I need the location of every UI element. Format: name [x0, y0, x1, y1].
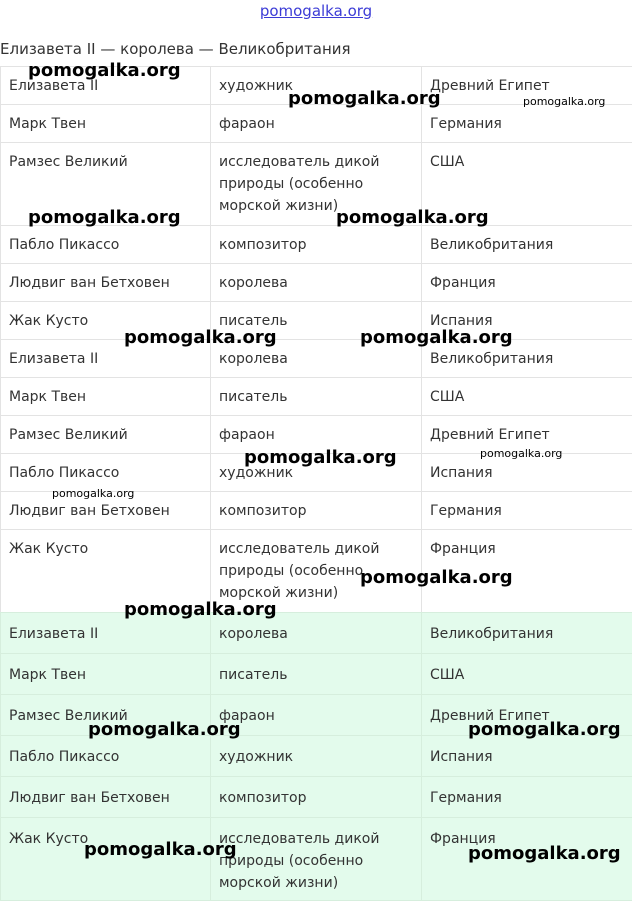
watermark: pomogalka.org: [124, 599, 277, 620]
person-cell: Марк Твен: [1, 378, 211, 416]
matching-table-unsorted: [0, 66, 632, 613]
table-row: [1, 736, 632, 777]
country-cell: Германия: [422, 777, 632, 818]
table-row: [1, 302, 632, 340]
role-cell: композитор: [211, 226, 422, 264]
role-cell: королева: [211, 340, 422, 378]
person-cell: Марк Твен: [1, 654, 211, 695]
country-cell: Испания: [422, 454, 632, 492]
watermark: pomogalka.org: [523, 95, 606, 108]
table-row: [1, 264, 632, 302]
table-row: [1, 226, 632, 264]
country-cell: Великобритания: [422, 226, 632, 264]
person-cell: Рамзес Великий: [1, 143, 211, 226]
watermark: pomogalka.org: [468, 719, 621, 740]
person-cell: Елизавета II: [1, 613, 211, 654]
country-cell: Франция: [422, 818, 632, 901]
person-cell: Жак Кусто: [1, 302, 211, 340]
person-cell: Рамзес Великий: [1, 695, 211, 736]
watermark: pomogalka.org: [124, 327, 277, 348]
role-cell: фараон: [211, 416, 422, 454]
watermark: pomogalka.org: [84, 839, 237, 860]
role-cell: королева: [211, 613, 422, 654]
watermark: pomogalka.org: [360, 327, 513, 348]
watermark: pomogalka.org: [28, 207, 181, 228]
role-cell: художник: [211, 454, 422, 492]
person-cell: Елизавета II: [1, 340, 211, 378]
person-cell: Людвиг ван Бетховен: [1, 492, 211, 530]
role-cell: художник: [211, 736, 422, 777]
person-cell: Жак Кусто: [1, 818, 211, 901]
country-cell: Великобритания: [422, 340, 632, 378]
table-row: [1, 613, 632, 654]
table-row: [1, 530, 632, 613]
role-cell: композитор: [211, 492, 422, 530]
country-cell: Древний Египет: [422, 416, 632, 454]
page-heading: Елизавета II — королева — Великобритания: [0, 40, 351, 58]
country-cell: США: [422, 378, 632, 416]
person-cell: Пабло Пикассо: [1, 454, 211, 492]
person-cell: Людвиг ван Бетховен: [1, 264, 211, 302]
role-cell: писатель: [211, 654, 422, 695]
person-cell: Елизавета II: [1, 67, 211, 105]
table-row: [1, 105, 632, 143]
role-cell: писатель: [211, 302, 422, 340]
role-cell: исследователь дикой природы (особенно морской жизни): [211, 818, 422, 901]
role-cell: исследователь дикой природы (особенно морской жизни): [211, 143, 422, 226]
country-cell: США: [422, 654, 632, 695]
country-cell: Франция: [422, 530, 632, 613]
watermark: pomogalka.org: [360, 567, 513, 588]
site-link[interactable]: pomogalka.org: [259, 2, 373, 20]
role-cell: художник: [211, 67, 422, 105]
table-row: [1, 777, 632, 818]
person-cell: Рамзес Великий: [1, 416, 211, 454]
role-cell: фараон: [211, 695, 422, 736]
country-cell: Испания: [422, 736, 632, 777]
watermark: pomogalka.org: [480, 447, 563, 460]
watermark: pomogalka.org: [468, 843, 621, 864]
country-cell: Великобритания: [422, 613, 632, 654]
country-cell: Древний Египет: [422, 695, 632, 736]
person-cell: Жак Кусто: [1, 530, 211, 613]
table-row: [1, 378, 632, 416]
person-cell: Людвиг ван Бетховен: [1, 777, 211, 818]
watermark: pomogalka.org: [52, 487, 135, 500]
country-cell: США: [422, 143, 632, 226]
country-cell: Древний Египет: [422, 67, 632, 105]
role-cell: писатель: [211, 378, 422, 416]
role-cell: королева: [211, 264, 422, 302]
person-cell: Марк Твен: [1, 105, 211, 143]
country-cell: Испания: [422, 302, 632, 340]
watermark: pomogalka.org: [28, 60, 181, 81]
watermark: pomogalka.org: [288, 88, 441, 109]
person-cell: Пабло Пикассо: [1, 226, 211, 264]
role-cell: фараон: [211, 105, 422, 143]
watermark: pomogalka.org: [244, 447, 397, 468]
table-row: [1, 654, 632, 695]
role-cell: композитор: [211, 777, 422, 818]
watermark: pomogalka.org: [336, 207, 489, 228]
country-cell: Германия: [422, 105, 632, 143]
watermark: pomogalka.org: [88, 719, 241, 740]
country-cell: Франция: [422, 264, 632, 302]
country-cell: Германия: [422, 492, 632, 530]
person-cell: Пабло Пикассо: [1, 736, 211, 777]
table-row: [1, 340, 632, 378]
role-cell: исследователь дикой природы (особенно морской жизни): [211, 530, 422, 613]
